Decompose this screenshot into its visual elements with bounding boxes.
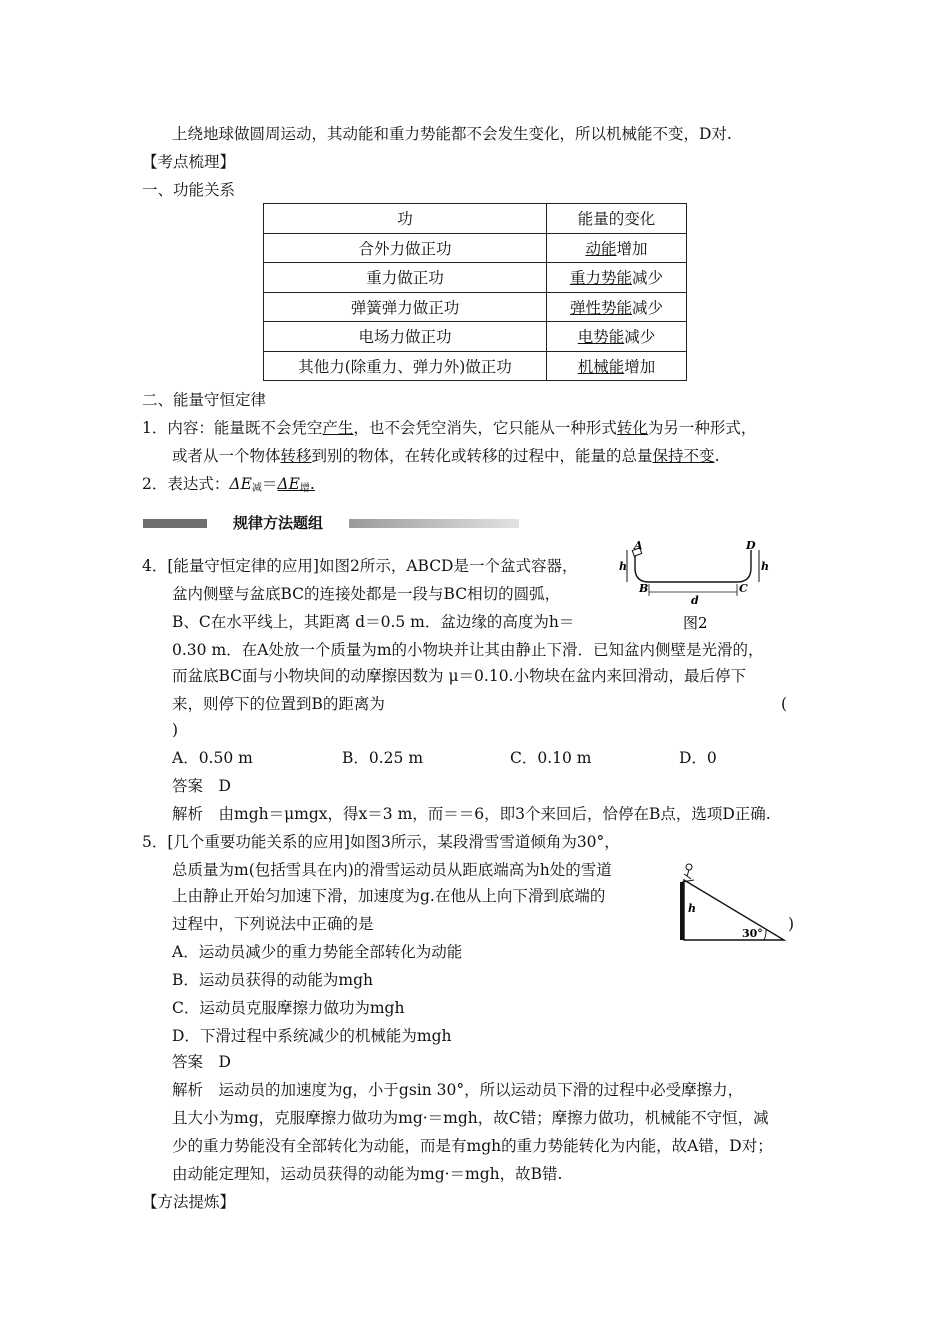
table-cell-work: 重力做正功: [264, 263, 547, 293]
q4-line-2: 盆内侧壁与盆底BC的连接处都是一段与BC相切的圆弧，: [172, 585, 561, 603]
q4-option-a: A．0.50 m: [172, 749, 253, 767]
q4-option-d: D．0: [679, 749, 717, 767]
table-cell-energy: [547, 322, 687, 352]
q4-option-b: B．0.25 m: [342, 749, 424, 767]
table-cell-energy: [547, 263, 687, 293]
table-row: [264, 263, 687, 293]
table-row: [264, 351, 687, 381]
energy-term: 动能: [585, 239, 617, 258]
item-1-line-1: [142, 418, 756, 438]
text: .: [309, 475, 315, 493]
table-cell-energy: [547, 233, 687, 263]
angle-arc: [764, 930, 766, 940]
equals: ＝: [261, 475, 278, 493]
q5-paren: ): [788, 915, 795, 933]
q4-line-5: 而盆底BC面与小物块间的动摩擦因数为 μ＝0.10.小物块在盆内来回滑动，最后停下: [172, 667, 746, 685]
energy-term: 重力势能: [569, 269, 632, 288]
skier-head: [686, 864, 692, 870]
table-row: [264, 233, 687, 263]
keyword: 转移: [280, 447, 312, 465]
label-h-right: h: [761, 560, 769, 573]
banner-title: 规律方法题组: [232, 514, 323, 532]
q4-analysis: 解析 由mgh＝μmgx，得x＝3 m，而＝＝6，即3个来回后，恰停在B点，选项D正确.: [172, 805, 771, 823]
q5-analysis-3: 少的重力势能没有全部转化为动能，而是有mgh的重力势能转化为内能，故A错，D对；: [172, 1137, 773, 1155]
slope-triangle: [684, 880, 784, 940]
q5-line-3: 上由静止开始匀加速下滑，加速度为g.在他从上向下滑到底端的: [172, 887, 606, 905]
label-c: C: [739, 582, 748, 595]
table-header-row: [264, 204, 687, 234]
q5-line-2: 总质量为m(包括雪具在内)的滑雪运动员从距底端高为h处的雪道: [172, 861, 612, 879]
table-cell-work: 电场力做正功: [264, 322, 547, 352]
keyword: 转化: [616, 419, 648, 437]
table-header-energy: 能量的变化: [547, 204, 687, 234]
energy-change: 增加: [624, 357, 656, 376]
section-1-title: 一、功能关系: [142, 181, 236, 199]
label-h-left: h: [619, 560, 627, 573]
banner-bar-left: [143, 519, 207, 528]
text: ，也不会凭空消失，它只能从一种形式: [353, 419, 617, 437]
section-banner: [143, 514, 519, 532]
q4-option-c: C．0.10 m: [510, 749, 592, 767]
text: .: [714, 447, 720, 465]
label-d: D: [746, 540, 756, 552]
figure-2-caption: 图2: [683, 614, 708, 632]
section-fangfa: 【方法提炼】: [142, 1193, 236, 1211]
q4-line-4: 0.30 m．在A处放一个质量为m的小物块并让其由静止下滑．已知盆内侧壁是光滑的，: [172, 641, 764, 659]
energy-change: 减少: [632, 298, 664, 317]
keyword: 产生: [322, 419, 354, 437]
energy-change: 增加: [616, 239, 648, 258]
top-line: 上绕地球做圆周运动，其动能和重力势能都不会发生变化，所以机械能不变，D对.: [172, 125, 732, 143]
label-b: B: [639, 582, 649, 595]
q4-line-6: 来，则停下的位置到B的距离为: [172, 695, 385, 713]
energy-term: 弹性势能: [569, 298, 632, 317]
text: 1．内容：能量既不会凭空: [142, 419, 323, 437]
label-d-distance: d: [691, 594, 699, 607]
q5-analysis-4: 由动能定理知，运动员获得的动能为mg·＝mgh，故B错.: [172, 1165, 563, 1183]
q4-line-3: B、C在水平线上，其距离 d＝0.5 m．盆边缘的高度为h＝: [172, 613, 575, 631]
q5-option-a: A．运动员减少的重力势能全部转化为动能: [172, 943, 463, 961]
slope-wall: [680, 882, 684, 940]
energy-term: 电势能: [577, 328, 625, 347]
table-cell-work: 弹簧弹力做正功: [264, 292, 547, 322]
label-a: A: [634, 540, 643, 552]
keyword: 保持不变: [652, 447, 715, 465]
text: 或者从一个物体: [172, 447, 281, 465]
ski-slope-diagram: [672, 862, 795, 948]
q5-analysis-2: 且大小为mg，克服摩擦力做功为mg·＝mgh，故C错；摩擦力做功，机械能不守恒，减: [172, 1109, 769, 1127]
item-1-line-2: [172, 446, 720, 466]
energy-change: 减少: [632, 269, 664, 288]
table-header-work: 功: [264, 204, 547, 234]
text: 为另一种形式，: [647, 419, 757, 437]
q4-paren-close: ): [172, 721, 179, 739]
basin-diagram: [615, 540, 775, 640]
table-row: [264, 322, 687, 352]
delta-e: ΔE: [277, 475, 300, 493]
subscript: 减: [251, 483, 262, 494]
q4-answer: 答案 D: [172, 777, 231, 795]
energy-change: 减少: [624, 328, 656, 347]
label-h: h: [688, 902, 696, 915]
q5-line-4: 过程中，下列说法中正确的是: [172, 915, 374, 933]
section-kaodian: 【考点梳理】: [142, 153, 236, 171]
function-energy-table: [263, 203, 687, 381]
q5-option-b: B．运动员获得的动能为mgh: [172, 971, 373, 989]
q5-answer: 答案 D: [172, 1053, 231, 1071]
energy-term: 机械能: [577, 357, 625, 376]
table-cell-work: 其他力(除重力、弹力外)做正功: [264, 351, 547, 381]
table-cell-work: 合外力做正功: [264, 233, 547, 263]
text: 2．表达式：: [142, 475, 230, 493]
table-row: [264, 292, 687, 322]
table-cell-energy: [547, 351, 687, 381]
basin-outline: [635, 550, 751, 582]
q5-option-c: C．运动员克服摩擦力做功为mgh: [172, 999, 405, 1017]
subscript: 增: [299, 483, 310, 494]
q5-option-d: D．下滑过程中系统减少的机械能为mgh: [172, 1027, 452, 1045]
banner-bar-right: [349, 519, 519, 528]
label-angle: 30°: [742, 927, 763, 940]
delta-e: ΔE: [229, 475, 252, 493]
item-2-expression: [142, 474, 315, 499]
q5-line-1: 5．[几个重要功能关系的应用]如图3所示，某段滑雪雪道倾角为30°，: [142, 833, 620, 851]
section-2-title: 二、能量守恒定律: [142, 391, 267, 409]
q4-line-1: 4．[能量守恒定律的应用]如图2所示，ABCD是一个盆式容器，: [142, 557, 578, 575]
q4-paren-open: (: [781, 695, 788, 713]
table-cell-energy: [547, 292, 687, 322]
q5-analysis-1: 解析 运动员的加速度为g，小于gsin 30°，所以运动员下滑的过程中必受摩擦力，: [172, 1081, 744, 1099]
text: 到别的物体，在转化或转移的过程中，能量的总量: [311, 447, 653, 465]
